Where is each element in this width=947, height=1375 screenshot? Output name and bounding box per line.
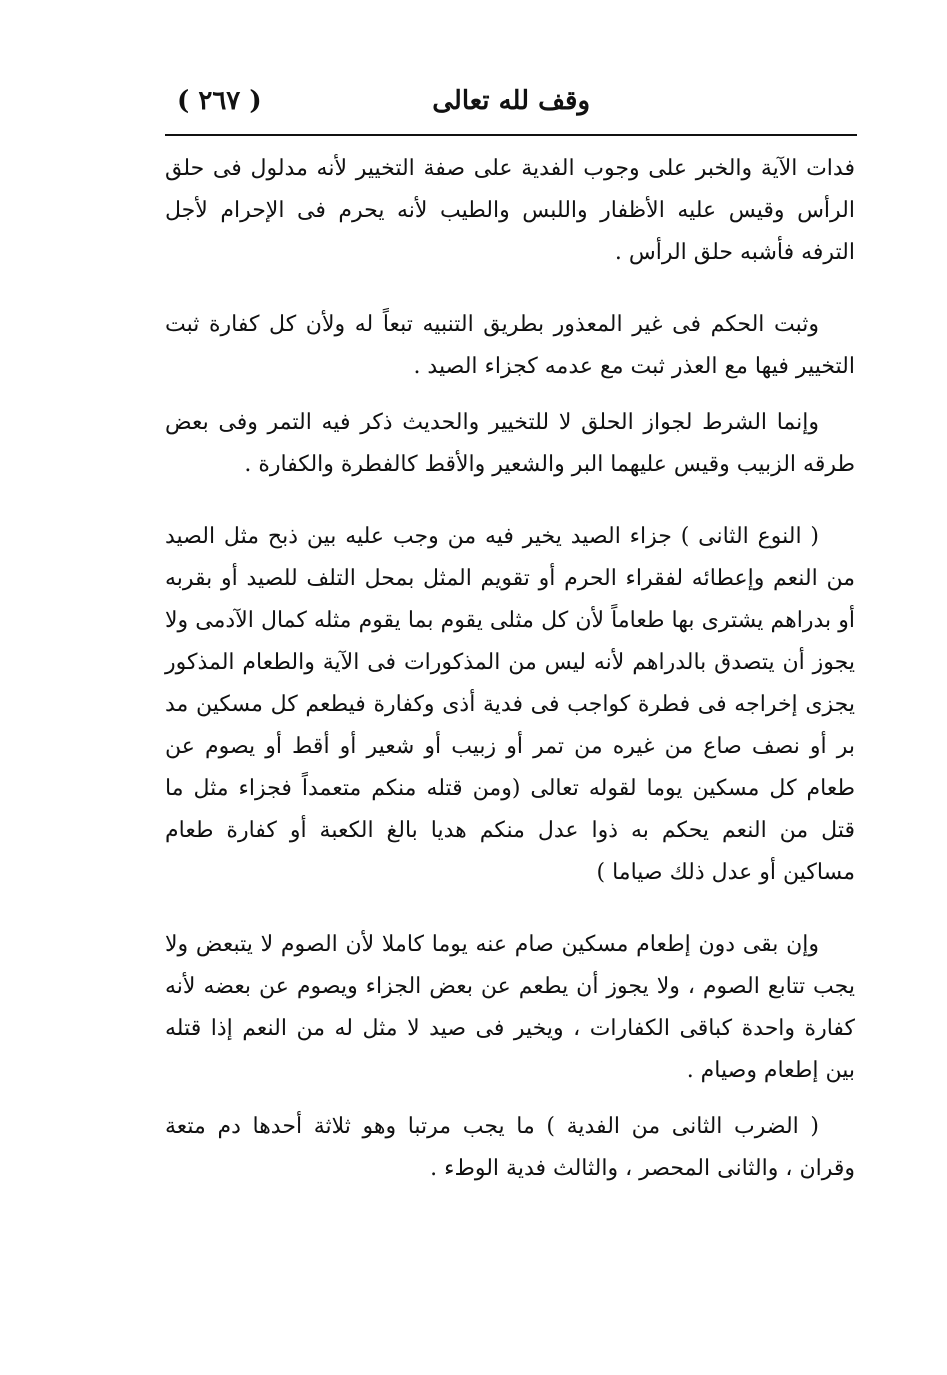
body-text (165, 148, 855, 1190)
paragraph-1: فدات الآية والخبر على وجوب الفدية على صفة التخيير لأنه مدلول فى حلق الرأس وقيس عليه الأظفار واللبس والطيب لأنه يحرم فى الإحرام لأجل الترفه فأشبه حلق الرأس . (165, 156, 855, 265)
paragraph-5: وإن بقى دون إطعام مسكين صام عنه يوما كاملا لأن الصوم لا يتبعض ولا يجب تتابع الصوم ، ولا يجوز أن يطعم عن بعض الجزاء ويصوم عن بعضه لأنه كفارة واحدة كباقى الكفارات ، ويخير فى صيد لا مثل له من النعم إذا قتله بين إطعام وصيام . (165, 932, 855, 1083)
paragraph-2: وثبت الحكم فى غير المعذور بطريق التنبيه تبعاً له ولأن كل كفارة ثبت التخيير فيها مع العذر ثبت مع عدمه كجزاء الصيد . (165, 312, 855, 379)
header-rule (165, 134, 857, 136)
page-header (165, 80, 855, 132)
paragraph-3: وإنما الشرط لجواز الحلق لا للتخيير والحديث ذكر فيه التمر وفى بعض طرقه الزبيب وقيس عليهما البر والشعير والأقط كالفطرة والكفارة . (165, 410, 855, 477)
page-number: ( ٢٦٧ ) (177, 86, 262, 116)
paragraph-4: ( النوع الثانى ) جزاء الصيد يخير فيه من وجب عليه بين ذبح مثل الصيد من النعم وإعطائه لفقراء الحرم أو تقويم المثل بمحل التلف للصيد أو بقربه أو بدراهم يشترى بها طعاماً لأن كل مثلى يقوم بما يقوم مثله كمال الآدمى ولا يجوز أن يتصدق بالدراهم لأنه ليس من المذكورات فى الآية والطعام المذكور يجزى إخراجه فى فطرة كواجب فى فدية أذى وكفارة فيطعم كل مسكين مد بر أو نصف صاع من غيره من تمر أو زبيب أو شعير أو أقط أو يصوم عن طعام كل مسكين يوما لقوله تعالى (ومن قتله منكم متعمداً فجزاء مثل ما قتل من النعم يحكم به ذوا عدل منكم هديا بالغ الكعبة أو كفارة طعام مساكين أو عدل ذلك صياما ) (165, 524, 855, 885)
paragraph-6: ( الضرب الثانى من الفدية ) ما يجب مرتبا وهو ثلاثة أحدها دم متعة وقران ، والثانى المحصر ، والثالث فدية الوطء . (165, 1114, 855, 1181)
running-title: وقف لله تعالى (432, 86, 590, 116)
